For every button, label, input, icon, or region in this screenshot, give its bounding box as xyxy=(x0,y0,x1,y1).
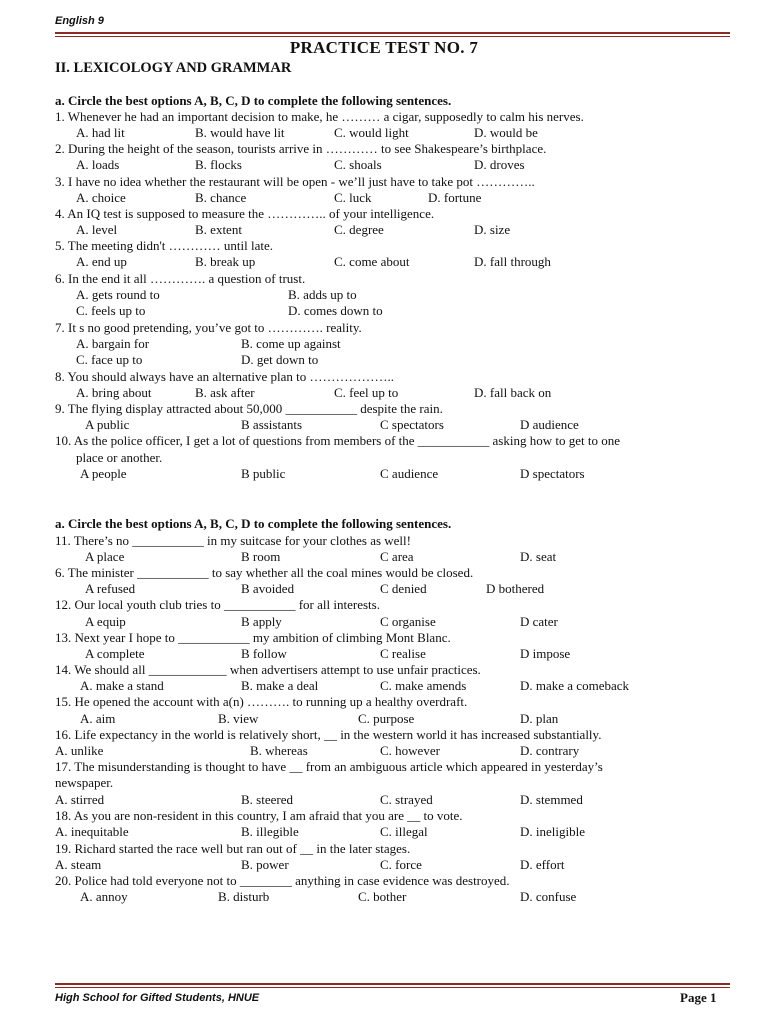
question-20-option-b: B. disturb xyxy=(218,889,270,904)
header-subject: English 9 xyxy=(55,15,104,27)
header-rule xyxy=(55,32,730,34)
question-14-option-a: A. make a stand xyxy=(80,678,164,693)
question-12-stem: 12. Our local youth club tries to ___________ for all interests. xyxy=(55,597,380,612)
question-2-stem: 2. During the height of the season, tourists arrive in ………… to see Shakespeare’s birthplace. xyxy=(55,141,547,156)
question-13-option-c: C realise xyxy=(380,646,426,661)
page-title: PRACTICE TEST NO. 7 xyxy=(289,38,479,57)
question-16-option-b: B. whereas xyxy=(250,743,308,758)
question-14-option-d: D. make a comeback xyxy=(520,678,630,693)
question-5-option-d: D. fall through xyxy=(474,254,551,269)
question-3-option-b: B. chance xyxy=(195,190,247,205)
question-14-stem: 14. We should all ____________ when advertisers attempt to use unfair practices. xyxy=(55,662,481,677)
question-4-option-b: B. extent xyxy=(195,222,242,237)
question-4-option-d: D. size xyxy=(474,222,511,237)
question-19-option-b: B. power xyxy=(241,857,289,872)
question-14-option-c: C. make amends xyxy=(380,678,467,693)
question-5-option-b: B. break up xyxy=(195,254,256,269)
question-19-option-a: A. steam xyxy=(55,857,102,872)
question-8-option-d: D. fall back on xyxy=(474,385,552,400)
question-10-stem-cont: place or another. xyxy=(76,450,163,465)
question-13-option-d: D impose xyxy=(520,646,571,661)
question-12-option-a: A equip xyxy=(85,614,126,629)
question-20-stem: 20. Police had told everyone not to ________ anything in case evidence was destroyed. xyxy=(55,873,510,888)
question-6b-stem: 6. The minister ___________ to say whether all the coal mines would be closed. xyxy=(55,565,474,580)
question-4-option-a: A. level xyxy=(76,222,118,237)
question-6-option-d: D. comes down to xyxy=(288,303,383,318)
question-7-option-c: C. face up to xyxy=(76,352,143,367)
question-10-option-c: C audience xyxy=(380,466,439,481)
footer-school: High School for Gifted Students, HNUE xyxy=(55,992,260,1004)
question-10-stem: 10. As the police officer, I get a lot of questions from members of the ___________ asking how to get to one xyxy=(55,433,620,448)
footer-rule xyxy=(55,983,730,985)
question-7-option-d: D. get down to xyxy=(241,352,319,367)
instruction-1: a. Circle the best options A, B, C, D to complete the following sentences. xyxy=(55,93,452,108)
question-8-stem: 8. You should always have an alternative plan to ……………….. xyxy=(55,369,395,384)
question-5-option-a: A. end up xyxy=(76,254,127,269)
question-8-option-c: C. feel up to xyxy=(334,385,399,400)
question-17-stem-cont: newspaper. xyxy=(55,775,114,790)
question-7-stem: 7. It s no good pretending, you’ve got to …………. reality. xyxy=(55,320,362,335)
question-15-option-a: A. aim xyxy=(80,711,116,726)
question-14-option-b: B. make a deal xyxy=(241,678,319,693)
question-17-stem: 17. The misunderstanding is thought to have __ from an ambiguous article which appeared in yesterday’s xyxy=(55,759,603,774)
question-5-stem: 5. The meeting didn't ………… until late. xyxy=(55,238,274,253)
question-18-stem: 18. As you are non-resident in this country, I am afraid that you are __ to vote. xyxy=(55,808,463,823)
question-12-option-b: B apply xyxy=(241,614,282,629)
section-title: II. LEXICOLOGY AND GRAMMAR xyxy=(55,60,292,76)
question-11-stem: 11. There’s no ___________ in my suitcase for your clothes as well! xyxy=(55,533,411,548)
question-18-option-d: D. ineligible xyxy=(520,824,585,839)
question-6-option-c: C. feels up to xyxy=(76,303,146,318)
question-19-option-d: D. effort xyxy=(520,857,565,872)
question-13-option-a: A complete xyxy=(85,646,145,661)
footer-rule-thin xyxy=(55,987,730,988)
question-11-option-c: C area xyxy=(380,549,414,564)
question-20-option-d: D. confuse xyxy=(520,889,577,904)
question-10-option-d: D spectators xyxy=(520,466,585,481)
question-11-option-a: A place xyxy=(85,549,125,564)
question-18-option-c: C. illegal xyxy=(380,824,428,839)
question-18-option-b: B. illegible xyxy=(241,824,299,839)
question-10-option-a: A people xyxy=(80,466,127,481)
question-2-option-b: B. flocks xyxy=(195,157,242,172)
question-12-option-c: C organise xyxy=(380,614,436,629)
question-19-option-c: C. force xyxy=(380,857,422,872)
question-3-option-a: A. choice xyxy=(76,190,126,205)
question-11-option-d: D. seat xyxy=(520,549,557,564)
question-9-option-c: C spectators xyxy=(380,417,444,432)
question-2-option-a: A. loads xyxy=(76,157,120,172)
question-17-option-a: A. stirred xyxy=(55,792,105,807)
question-7-option-b: B. come up against xyxy=(241,336,341,351)
question-5-option-c: C. come about xyxy=(334,254,410,269)
question-9-option-d: D audience xyxy=(520,417,579,432)
question-4-option-c: C. degree xyxy=(334,222,384,237)
question-15-option-b: B. view xyxy=(218,711,259,726)
question-4-stem: 4. An IQ test is supposed to measure the ………….. of your intelligence. xyxy=(55,206,435,221)
question-16-option-a: A. unlike xyxy=(55,743,104,758)
question-1-option-c: C. would light xyxy=(334,125,409,140)
question-1-option-a: A. had lit xyxy=(76,125,125,140)
instruction-2: a. Circle the best options A, B, C, D to complete the following sentences. xyxy=(55,516,452,531)
question-13-option-b: B follow xyxy=(241,646,287,661)
question-16-option-c: C. however xyxy=(380,743,440,758)
question-11-option-b: B room xyxy=(241,549,281,564)
question-8-option-a: A. bring about xyxy=(76,385,152,400)
question-15-option-d: D. plan xyxy=(520,711,559,726)
question-2-option-c: C. shoals xyxy=(334,157,382,172)
question-1-option-d: D. would be xyxy=(474,125,538,140)
question-3-option-c: C. luck xyxy=(334,190,372,205)
question-6b-option-b: B avoided xyxy=(241,581,295,596)
question-15-option-c: C. purpose xyxy=(358,711,415,726)
question-8-option-b: B. ask after xyxy=(195,385,255,400)
question-1-stem: 1. Whenever he had an important decision to make, he ……… a cigar, supposedly to calm his nerves. xyxy=(55,109,584,124)
question-13-stem: 13. Next year I hope to ___________ my ambition of climbing Mont Blanc. xyxy=(55,630,451,645)
question-9-option-a: A public xyxy=(85,417,130,432)
question-12-option-d: D cater xyxy=(520,614,558,629)
question-15-stem: 15. He opened the account with a(n) ………. to running up a healthy overdraft. xyxy=(55,694,468,709)
question-3-option-d: D. fortune xyxy=(428,190,482,205)
question-20-option-a: A. annoy xyxy=(80,889,128,904)
question-17-option-c: C. strayed xyxy=(380,792,433,807)
question-6-option-a: A. gets round to xyxy=(76,287,160,302)
question-2-option-d: D. droves xyxy=(474,157,525,172)
question-16-option-d: D. contrary xyxy=(520,743,580,758)
question-6-stem: 6. In the end it all …………. a question of trust. xyxy=(55,271,306,286)
question-18-option-a: A. inequitable xyxy=(55,824,129,839)
question-17-option-d: D. stemmed xyxy=(520,792,583,807)
header-rule-thin xyxy=(55,36,730,37)
question-6-option-b: B. adds up to xyxy=(288,287,357,302)
question-7-option-a: A. bargain for xyxy=(76,336,150,351)
question-6b-option-d: D bothered xyxy=(486,581,545,596)
question-6b-option-a: A refused xyxy=(85,581,136,596)
question-19-stem: 19. Richard started the race well but ran out of __ in the later stages. xyxy=(55,841,411,856)
question-9-stem: 9. The flying display attracted about 50,000 ___________ despite the rain. xyxy=(55,401,443,416)
question-20-option-c: C. bother xyxy=(358,889,407,904)
question-1-option-b: B. would have lit xyxy=(195,125,285,140)
question-3-stem: 3. I have no idea whether the restaurant will be open - we’ll just have to take pot ………….. xyxy=(55,174,535,189)
question-9-option-b: B assistants xyxy=(241,417,303,432)
question-6b-option-c: C denied xyxy=(380,581,427,596)
question-17-option-b: B. steered xyxy=(241,792,293,807)
question-16-stem: 16. Life expectancy in the world is relatively short, __ in the western world it has increased substantially. xyxy=(55,727,602,742)
question-10-option-b: B public xyxy=(241,466,286,481)
page-number: Page 1 xyxy=(680,990,717,1005)
